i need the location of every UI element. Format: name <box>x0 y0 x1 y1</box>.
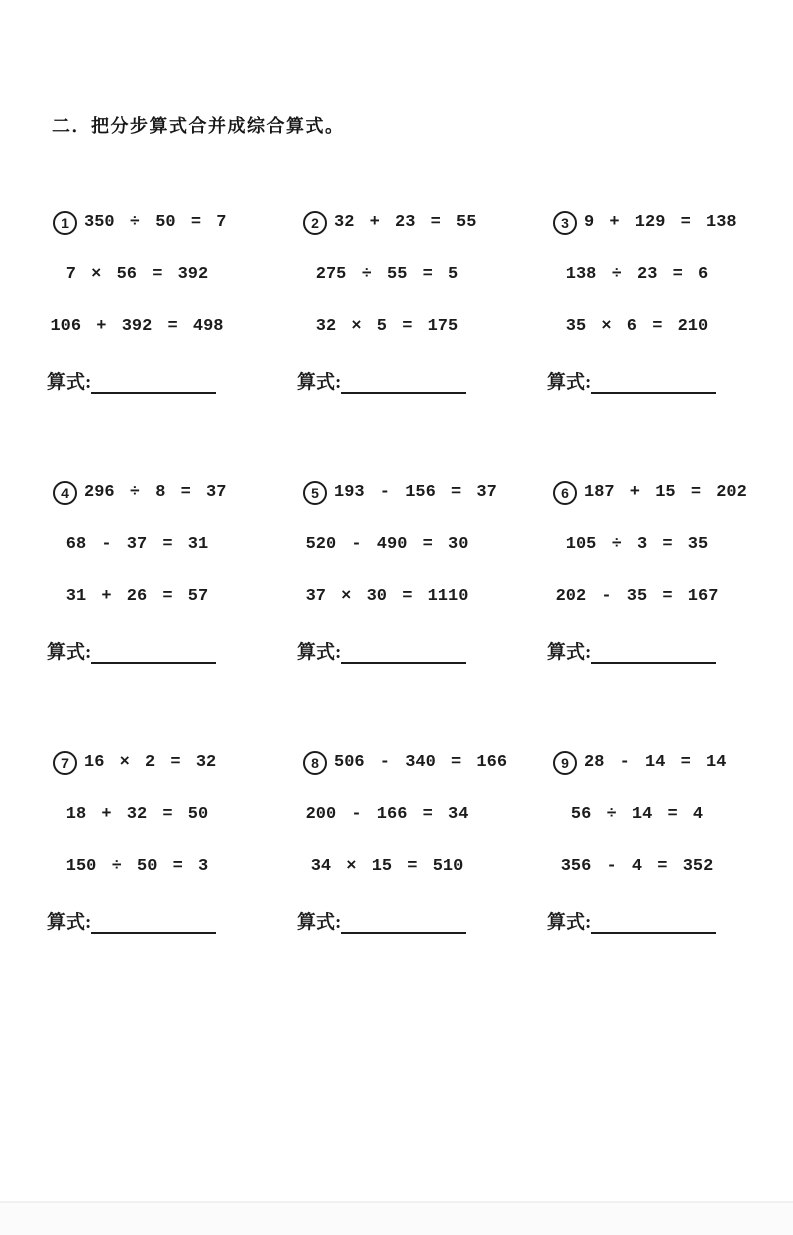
equation-line: 56 ÷ 14 = 4 <box>570 805 704 824</box>
answer-row <box>47 638 227 664</box>
problem-1 <box>47 212 227 394</box>
problems-grid <box>0 212 793 934</box>
equation-line <box>47 752 227 774</box>
equation-line: 150 ÷ 50 = 3 <box>65 857 209 876</box>
problem-number-circle: 6 <box>553 481 577 505</box>
equation-line: 7 × 56 = 392 <box>65 265 209 284</box>
problem-2 <box>297 212 477 394</box>
problem-number-circle: 5 <box>303 481 327 505</box>
problem-5 <box>297 482 497 664</box>
equation-text: 32 + 23 = 55 <box>334 213 477 232</box>
equation-line: 18 + 32 = 50 <box>65 805 209 824</box>
answer-label: 算式: <box>297 372 342 393</box>
equation-line: 106 + 392 = 498 <box>50 317 224 336</box>
equation-text: 296 ÷ 8 = 37 <box>84 483 227 502</box>
answer-label: 算式: <box>547 372 592 393</box>
equation-line <box>297 482 497 504</box>
answer-row <box>47 908 227 934</box>
problem-8 <box>297 752 508 934</box>
answer-label: 算式: <box>297 912 342 933</box>
equation-text: 16 × 2 = 32 <box>84 753 217 772</box>
answer-blank <box>341 910 466 934</box>
problem-number-circle: 3 <box>553 211 577 235</box>
equation-line: 34 × 15 = 510 <box>310 857 464 876</box>
equation-line: 520 - 490 = 30 <box>305 535 469 554</box>
problem-number-circle: 7 <box>53 751 77 775</box>
answer-blank <box>91 370 216 394</box>
equation-line: 31 + 26 = 57 <box>65 587 209 606</box>
worksheet-page <box>0 112 793 1233</box>
equation-line: 35 × 6 = 210 <box>565 317 709 336</box>
equation-line: 356 - 4 = 352 <box>560 857 714 876</box>
problem-4 <box>47 482 227 664</box>
equation-line: 202 - 35 = 167 <box>555 587 719 606</box>
answer-label: 算式: <box>297 642 342 663</box>
problem-number-circle: 9 <box>553 751 577 775</box>
equation-text: 350 ÷ 50 = 7 <box>84 213 227 232</box>
equation-line <box>297 752 508 774</box>
equation-line: 105 ÷ 3 = 35 <box>565 535 709 554</box>
answer-blank <box>591 370 716 394</box>
answer-blank <box>341 640 466 664</box>
answer-label: 算式: <box>47 642 92 663</box>
equation-text: 187 + 15 = 202 <box>584 483 747 502</box>
equation-line: 138 ÷ 23 = 6 <box>565 265 709 284</box>
equation-line <box>547 212 737 234</box>
answer-row <box>547 638 727 664</box>
answer-blank <box>91 640 216 664</box>
equation-text: 9 + 129 = 138 <box>584 213 737 232</box>
equation-line: 32 × 5 = 175 <box>315 317 459 336</box>
equation-line: 275 ÷ 55 = 5 <box>315 265 459 284</box>
answer-row <box>297 908 477 934</box>
equation-text: 28 - 14 = 14 <box>584 753 727 772</box>
problem-number-circle: 4 <box>53 481 77 505</box>
equation-line <box>47 212 227 234</box>
equation-line: 68 - 37 = 31 <box>65 535 209 554</box>
answer-row <box>297 368 477 394</box>
equation-text: 506 - 340 = 166 <box>334 753 508 772</box>
answer-row <box>297 638 477 664</box>
equation-line <box>547 482 747 504</box>
page-bottom-edge <box>0 1201 793 1235</box>
problem-number-circle: 1 <box>53 211 77 235</box>
answer-blank <box>91 910 216 934</box>
answer-label: 算式: <box>47 912 92 933</box>
answer-blank <box>591 640 716 664</box>
problem-7 <box>47 752 227 934</box>
answer-row <box>547 908 727 934</box>
problem-number-circle: 2 <box>303 211 327 235</box>
answer-row <box>47 368 227 394</box>
equation-line <box>297 212 477 234</box>
problem-9 <box>547 752 727 934</box>
answer-row <box>547 368 727 394</box>
equation-text: 193 - 156 = 37 <box>334 483 497 502</box>
problem-number-circle: 8 <box>303 751 327 775</box>
equation-line <box>547 752 727 774</box>
answer-label: 算式: <box>547 642 592 663</box>
answer-blank <box>341 370 466 394</box>
answer-label: 算式: <box>547 912 592 933</box>
equation-line: 200 - 166 = 34 <box>305 805 469 824</box>
equation-line: 37 × 30 = 1110 <box>305 587 469 606</box>
answer-blank <box>591 910 716 934</box>
problem-6 <box>547 482 747 664</box>
answer-label: 算式: <box>47 372 92 393</box>
equation-line <box>47 482 227 504</box>
problem-3 <box>547 212 737 394</box>
section-title: 二．把分步算式合并成综合算式。 <box>52 116 345 136</box>
